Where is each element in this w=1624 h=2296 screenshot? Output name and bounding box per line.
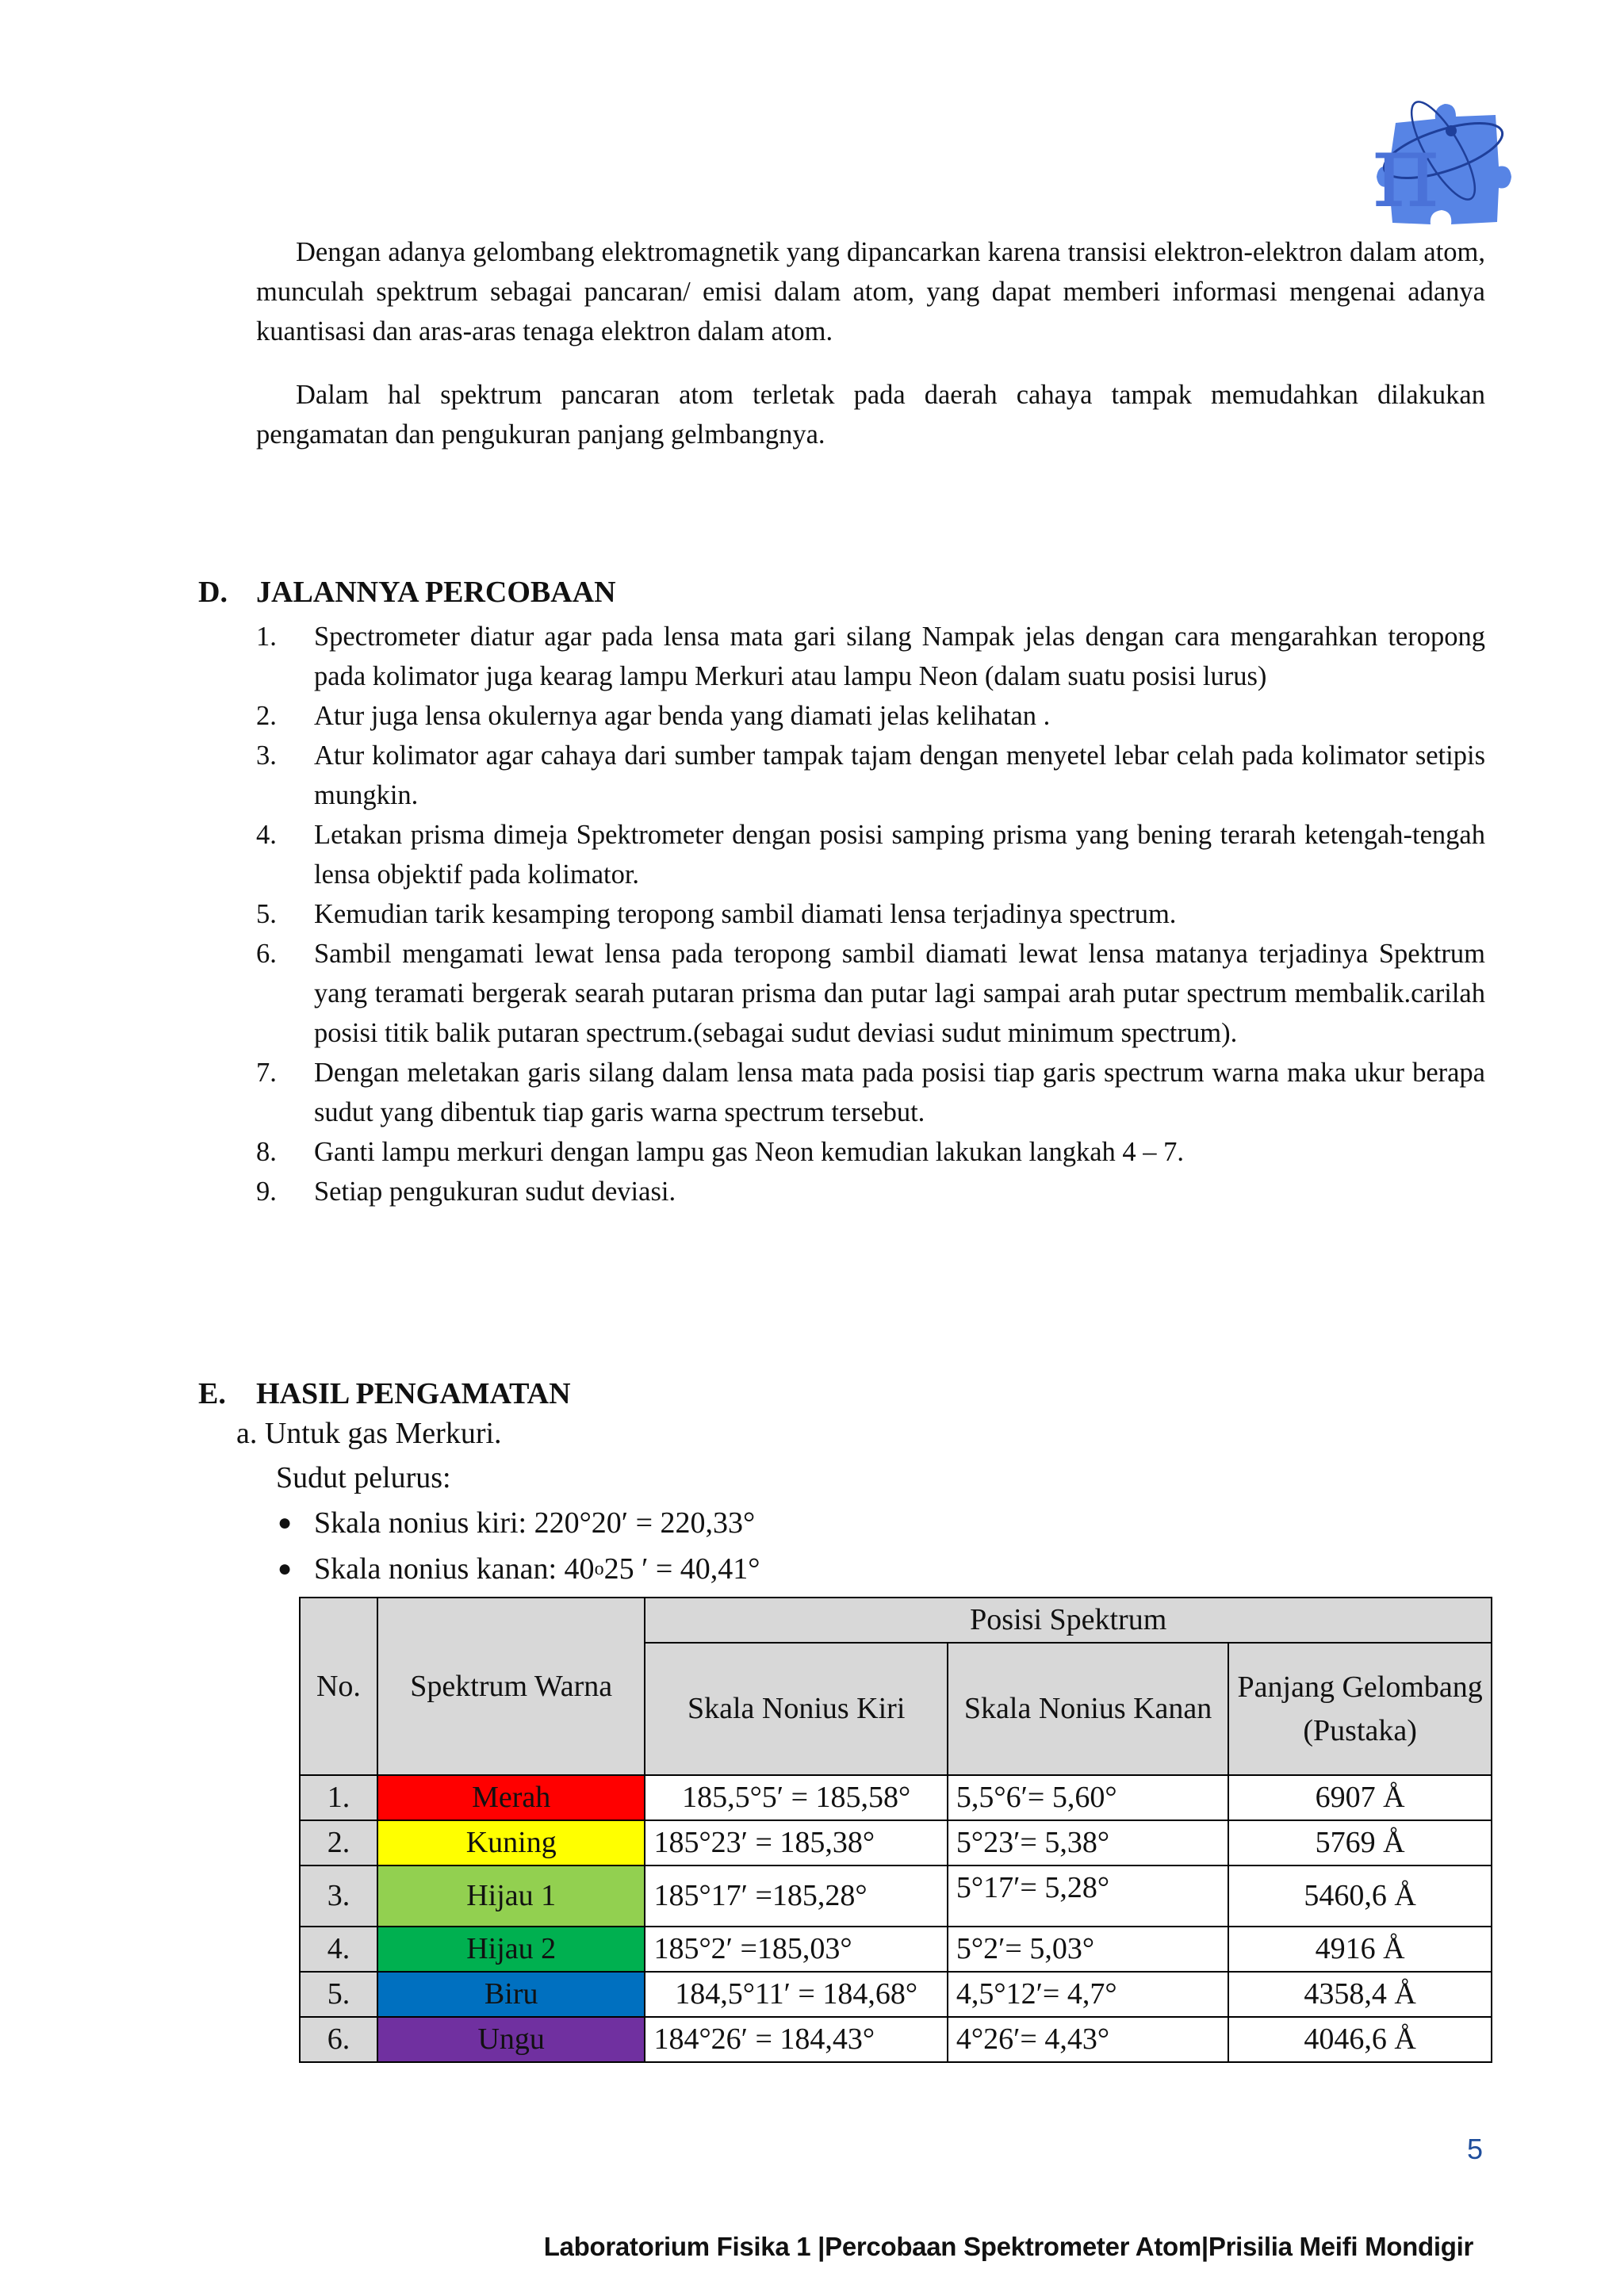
pi-puzzle-logo-icon: [1340, 75, 1515, 234]
procedure-step: 3. Atur kolimator agar cahaya dari sumber tampak tajam dengan menyetel lebar celah pada kolimator setipis mungkin.: [256, 740, 1485, 810]
table-row: 2. Kuning 185°23′ = 185,38° 5°23′= 5,38° 5769 Å: [300, 1820, 1492, 1866]
table-header-row: [300, 1598, 1492, 1643]
procedure-step: 4. Letakan prisma dimeja Spektrometer dengan posisi samping prisma yang bening terarah ketengah-tengah lensa objektif pada kolimator.: [256, 820, 1485, 890]
header-posisi-spektrum: Posisi Spektrum: [645, 1598, 1492, 1643]
intro-paragraph-1: [256, 232, 1485, 351]
intro-paragraph-2: [256, 375, 1485, 454]
procedure-step: 5. Kemudian tarik kesamping teropong sambil diamati lensa terjadinya spectrum.: [256, 899, 1177, 929]
color-cell-merah: Merah: [377, 1775, 645, 1820]
procedure-step: 6. Sambil mengamati lewat lensa pada teropong sambil diamati lewat lensa matanya terjadinya Spektrum yang teramati bergerak searah putaran prisma dan putar lagi sampai arah putar spectrum membalik.carilah posisi titik balik putaran spectrum.(sebagai sudut deviasi sudut minimum spectrum).: [256, 939, 1485, 1048]
page-number: 5: [1466, 2133, 1483, 2165]
table-row: 5. Biru 184,5°11′ = 184,68° 4,5°12′= 4,7° 4358,4 Å: [300, 1972, 1492, 2017]
observation-table: [299, 1597, 1492, 2063]
bullet-dot-icon: ●: [278, 1510, 293, 1536]
section-e-heading: [198, 1374, 571, 1414]
color-cell-hijau-2: Hijau 2: [377, 1927, 645, 1972]
bullet-dot-icon: ●: [278, 1556, 293, 1582]
page-footer: Laboratorium Fisika 1 |Percobaan Spektrometer Atom|Prisilia Meifi Mondigir: [543, 2232, 1473, 2261]
procedure-step: 9. Setiap pengukuran sudut deviasi.: [256, 1177, 676, 1207]
table-row: 3. Hijau 1 185°17′ =185,28° 5°17′= 5,28° 5460,6 Å: [300, 1866, 1492, 1927]
section-d-letter: D.: [198, 576, 228, 609]
color-cell-ungu: Ungu: [377, 2017, 645, 2062]
section-e-letter: E.: [198, 1377, 226, 1410]
pi-glyph: π: [1372, 110, 1440, 231]
section-d-heading: [198, 572, 616, 612]
sudut-pelurus-label: Sudut pelurus:: [276, 1461, 451, 1494]
header-spektrum-warna: Spektrum Warna: [377, 1598, 645, 1775]
sub-heading-merkuri: a. Untuk gas Merkuri.: [236, 1417, 502, 1450]
intro-paragraph-1-text: Dengan adanya gelombang elektromagnetik yang dipancarkan karena transisi elektron-elektron dalam atom, munculah spektrum sebagai pancaran/ emisi dalam atom, yang dapat memberi informasi mengenai adanya kuantisasi dan aras-aras tenaga elektron dalam atom.: [256, 237, 1485, 346]
header-panjang-gelombang: Panjang Gelombang (Pustaka): [1228, 1643, 1492, 1775]
bullet-item: ● Skala nonius kanan: 40 o 25 ′ = 40,41°: [278, 1546, 760, 1592]
sudut-pelurus-list: [278, 1500, 760, 1592]
header-skala-nonius-kiri: Skala Nonius Kiri: [645, 1643, 947, 1775]
table-row: 4. Hijau 2 185°2′ =185,03° 5°2′= 5,03° 4916 Å: [300, 1927, 1492, 1972]
procedure-step: 7. Dengan meletakan garis silang dalam lensa mata pada posisi tiap garis spectrum warna maka ukur berapa sudut yang dibentuk tiap garis warna spectrum tersebut.: [256, 1058, 1485, 1127]
procedure-steps-list: [256, 617, 1485, 1211]
nucleus-dot: [1446, 125, 1457, 136]
header-no: No.: [300, 1598, 377, 1775]
bullet-item: ● Skala nonius kiri: 220°20′ = 220,33°: [278, 1500, 760, 1546]
table-row: 6. Ungu 184°26′ = 184,43° 4°26′= 4,43° 4046,6 Å: [300, 2017, 1492, 2062]
intro-paragraph-2-text: Dalam hal spektrum pancaran atom terletak pada daerah cahaya tampak memudahkan dilakukan pengamatan dan pengukuran panjang gelmbangnya.: [256, 380, 1485, 450]
color-cell-hijau-1: Hijau 1: [377, 1866, 645, 1927]
header-skala-nonius-kanan: Skala Nonius Kanan: [948, 1643, 1228, 1775]
section-d-title: JALANNYA PERCOBAAN: [256, 576, 616, 609]
procedure-step: 1. Spectrometer diatur agar pada lensa mata gari silang Nampak jelas dengan cara mengarahkan teropong pada kolimator juga kearag lampu Merkuri atau lampu Neon (dalam suatu posisi lurus): [256, 622, 1485, 691]
color-cell-biru: Biru: [377, 1972, 645, 2017]
color-cell-kuning: Kuning: [377, 1820, 645, 1866]
procedure-step: 8. Ganti lampu merkuri dengan lampu gas Neon kemudian lakukan langkah 4 – 7.: [256, 1137, 1185, 1167]
table-row: 1. Merah 185,5°5′ = 185,58° 5,5°6′= 5,60° 6907 Å: [300, 1775, 1492, 1820]
procedure-step: 2. Atur juga lensa okulernya agar benda yang diamati jelas kelihatan .: [256, 701, 1051, 731]
section-e-title: HASIL PENGAMATAN: [256, 1377, 571, 1410]
